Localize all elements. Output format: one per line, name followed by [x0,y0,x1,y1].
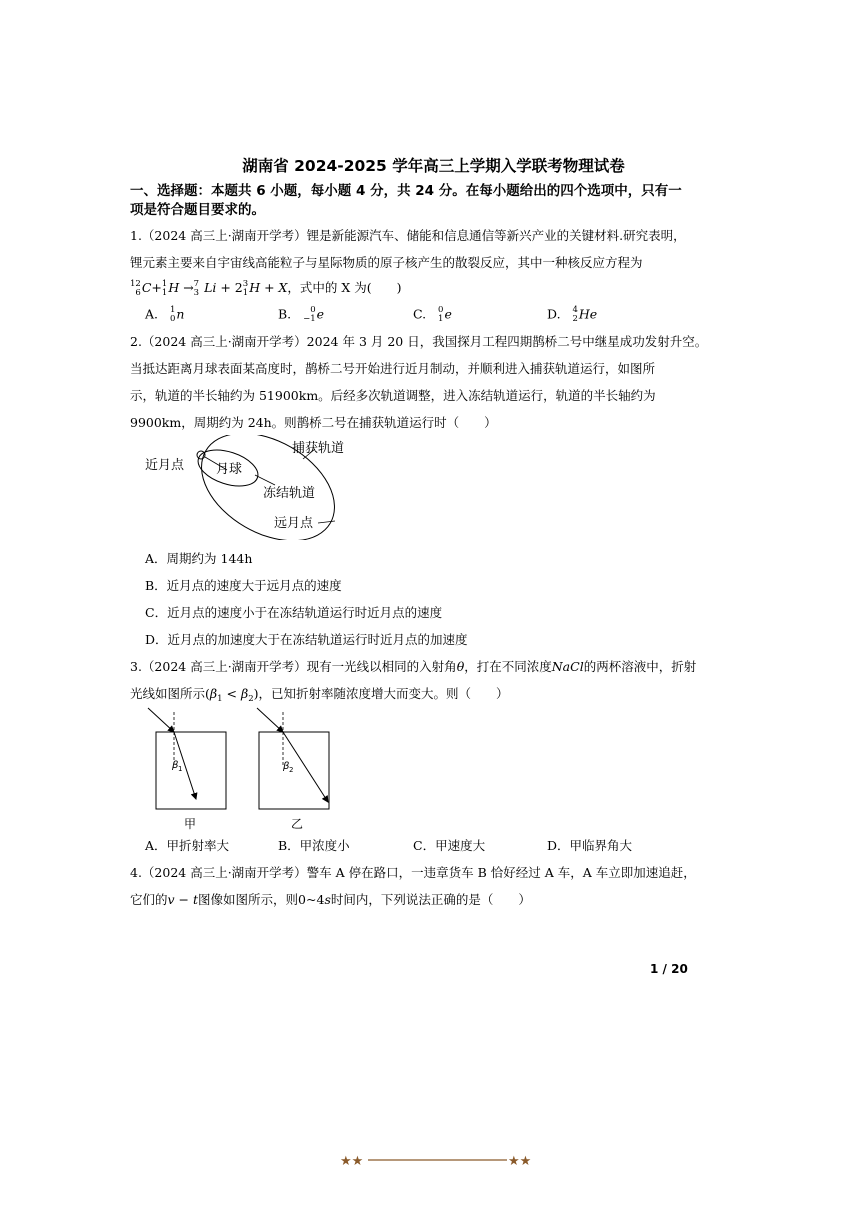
q2-option-b: B．近月点的速度大于远月点的速度 [145,578,342,593]
q1-option-a: A. 1 0 n [145,305,185,324]
q1-option-d: D. 4 2 He [547,305,598,324]
q4-line2: 它们的v − t图像如图所示，则0~4s时间内，下列说法正确的是（ ） [130,892,531,907]
refraction-diagram [140,704,340,834]
fig-label-b: 乙 [291,817,304,831]
beta2-label: β [283,761,290,772]
q2-option-c: C．近月点的速度小于在冻结轨道运行时近月点的速度 [145,605,443,620]
page-number: 1 / 20 [650,962,688,976]
footer-ornament [340,1150,535,1170]
star-icon: ★★ [508,1154,532,1169]
q3-line1: 3.（2024 高三上·湖南开学考）现有一光线以相同的入射角θ，打在不同浓度NaCl的两杯溶液中，折射 [130,659,697,674]
near-point-label: 近月点 [145,458,185,473]
q3-option-c: C．甲速度大 [413,838,486,853]
q1-equation: 12 6 C+ 1 1 H → 7 3 Li + 2 3 1 H + X，式中的 X 为( ) [130,278,402,298]
beta1-label: β [172,760,179,771]
q3-option-a: A．甲折射率大 [145,838,230,853]
q1-line2: 锂元素主要来自宇宙线高能粒子与星际物质的原子核产生的散裂反应，其中一种核反应方程为 [130,255,643,270]
q2-line3: 示，轨道的半长轴约为 51900km。后经多次轨道调整，进入冻结轨道运行，轨道的半长轴约为 [130,388,656,403]
q2-line4: 9900km，周期约为 24h。则鹊桥二号在捕获轨道运行时（ ） [130,415,497,430]
beta1-sub: 1 [178,765,183,773]
frozen-orbit-label: 冻结轨道 [263,486,316,501]
beaker-a [156,732,226,809]
beta2-sub: 2 [289,766,294,774]
q2-line1: 2.（2024 高三上·湖南开学考）2024 年 3 月 20 日，我国探月工程四期鹊桥二号中继星成功发射升空。 [130,334,708,349]
incident-ray-a [148,708,174,732]
incident-ray-b [257,708,283,732]
far-point-label: 远月点 [274,516,314,531]
page-title: 湖南省 2024-2025 学年高三上学期入学联考物理试卷 [242,157,625,175]
orbit-diagram [135,435,360,540]
capture-orbit-label: 捕获轨道 [292,441,345,456]
q2-line2: 当抵达距离月球表面某高度时，鹊桥二号开始进行近月制动，并顺利进入捕获轨道运行，如图所 [130,361,656,376]
frozen-pointer [255,475,275,485]
star-icon: ★★ [340,1154,364,1169]
q1-line1: 1.（2024 高三上·湖南开学考）锂是新能源汽车、储能和信息通信等新兴产业的关键材料.研究表明， [130,228,686,243]
q3-line2: 光线如图所示$(\beta_1 < \beta_2)$，已知折射率随浓度增大而变大。则（ ） [130,686,509,704]
q3-option-d: D．甲临界角大 [547,838,633,853]
q2-option-d: D．近月点的加速度大于在冻结轨道运行时近月点的加速度 [145,632,468,647]
fig-label-a: 甲 [184,817,197,831]
section-heading: 一、选择题：本题共 6 小题，每小题 4 分，共 24 分。在每小题给出的四个选项中，只有一项是符合题目要求的。 [130,183,682,218]
q4-line1: 4.（2024 高三上·湖南开学考）警车 A 停在路口，一违章货车 B 恰好经过 A 车，A 车立即加速追赶， [130,865,696,880]
moon-label: 月球 [216,462,243,477]
q1-option-c: C. 0 1 e [413,305,452,324]
q1-eq-tail: ，式中的 X 为( ) [287,280,402,295]
beaker-b [259,732,329,809]
q2-option-a: A．周期约为 144h [145,551,253,566]
q3-option-b: B．甲浓度小 [278,838,350,853]
q1-option-b: B. 0 −1 e [278,305,325,324]
far-pointer [318,521,335,523]
